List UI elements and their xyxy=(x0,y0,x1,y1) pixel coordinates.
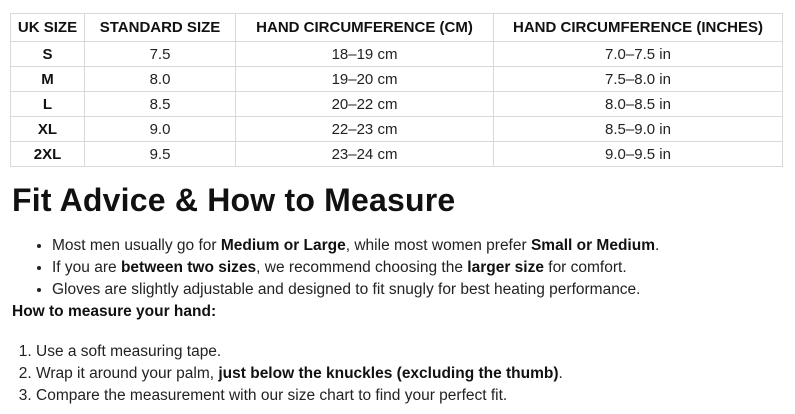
list-item xyxy=(52,279,659,301)
list-item xyxy=(36,363,563,385)
measure-steps-list xyxy=(16,341,563,407)
circumference-inches-cell: 7.5–8.0 in xyxy=(494,67,783,92)
bullet-text: , we recommend choosing the xyxy=(256,259,468,276)
standard-size-cell: 7.5 xyxy=(85,42,236,67)
table-row xyxy=(11,67,783,92)
standard-size-cell: 9.0 xyxy=(85,117,236,142)
step-text: Compare the measurement with our size chart to find your perfect fit. xyxy=(36,387,508,404)
bullet-bold-text: Small or Medium xyxy=(530,237,655,254)
circumference-cm-cell: 23–24 cm xyxy=(236,142,494,167)
step-text: . xyxy=(558,365,563,382)
standard-size-cell: 8.5 xyxy=(85,92,236,117)
fit-advice-list xyxy=(32,235,659,301)
circumference-inches-cell: 7.0–7.5 in xyxy=(494,42,783,67)
circumference-cm-cell: 18–19 cm xyxy=(236,42,494,67)
circumference-inches-cell: 8.5–9.0 in xyxy=(494,117,783,142)
how-to-measure-heading: How to measure your hand: xyxy=(12,303,217,320)
header-uk-size: UK SIZE xyxy=(11,14,85,42)
uk-size-cell: 2XL xyxy=(11,142,85,167)
circumference-cm-cell: 20–22 cm xyxy=(236,92,494,117)
bullet-bold-text: Medium or Large xyxy=(220,237,346,254)
table-row xyxy=(11,117,783,142)
header-hand-circumference-cm: HAND CIRCUMFERENCE (CM) xyxy=(236,14,494,42)
bullet-text: Gloves are slightly adjustable and designed to fit snugly for best heating performance. xyxy=(52,281,641,298)
circumference-inches-cell: 9.0–9.5 in xyxy=(494,142,783,167)
step-text: Wrap it around your palm, xyxy=(36,365,219,382)
bullet-text: for comfort. xyxy=(543,259,627,276)
table-row xyxy=(11,42,783,67)
circumference-cm-cell: 19–20 cm xyxy=(236,67,494,92)
table-row xyxy=(11,92,783,117)
bullet-text: Most men usually go for xyxy=(52,237,221,254)
step-bold-text: just below the knuckles (excluding the thumb) xyxy=(218,365,559,382)
bullet-bold-text: larger size xyxy=(467,259,544,276)
circumference-cm-cell: 22–23 cm xyxy=(236,117,494,142)
bullet-bold-text: between two sizes xyxy=(120,259,257,276)
uk-size-cell: XL xyxy=(11,117,85,142)
uk-size-cell: S xyxy=(11,42,85,67)
table-header-row xyxy=(11,14,783,42)
list-item xyxy=(52,235,659,257)
table-row xyxy=(11,142,783,167)
size-chart-table xyxy=(10,13,783,167)
bullet-text: If you are xyxy=(52,259,121,276)
standard-size-cell: 8.0 xyxy=(85,67,236,92)
list-item xyxy=(36,385,563,407)
header-hand-circumference-inches: HAND CIRCUMFERENCE (INCHES) xyxy=(494,14,783,42)
bullet-text: . xyxy=(655,237,660,254)
list-item xyxy=(36,341,563,363)
list-item xyxy=(52,257,659,279)
circumference-inches-cell: 8.0–8.5 in xyxy=(494,92,783,117)
step-text: Use a soft measuring tape. xyxy=(36,343,222,360)
uk-size-cell: M xyxy=(11,67,85,92)
bullet-text: , while most women prefer xyxy=(345,237,531,254)
header-standard-size: STANDARD SIZE xyxy=(85,14,236,42)
uk-size-cell: L xyxy=(11,92,85,117)
standard-size-cell: 9.5 xyxy=(85,142,236,167)
fit-advice-title: Fit Advice & How to Measure xyxy=(12,182,456,218)
